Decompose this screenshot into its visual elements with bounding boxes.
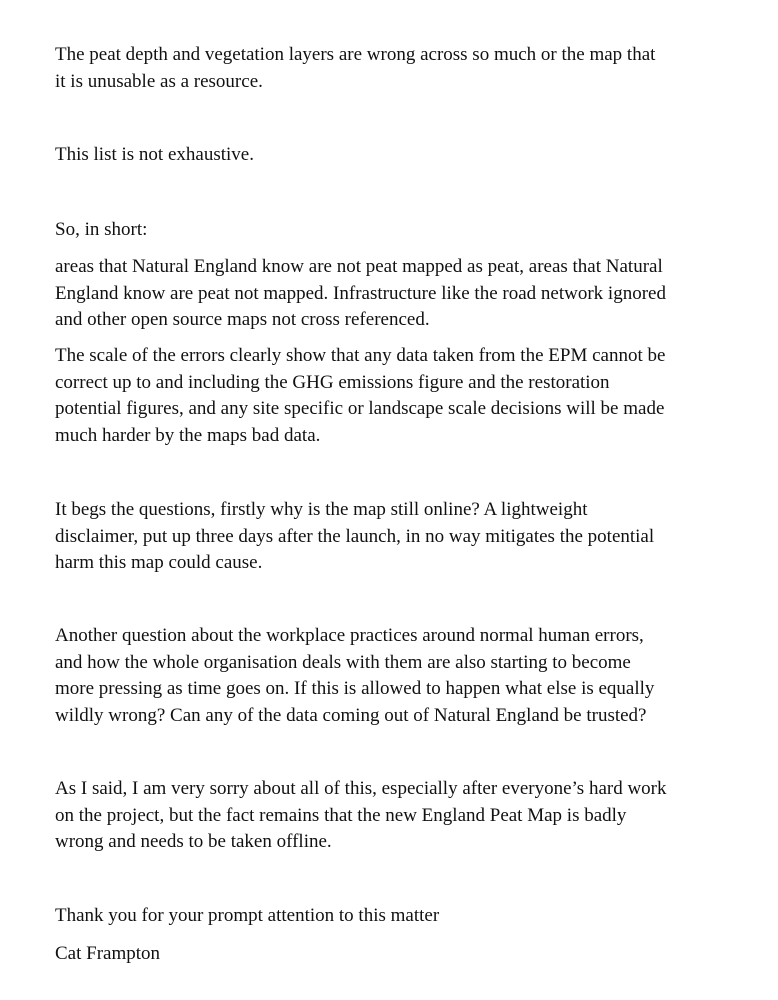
- paragraph-line: much harder by the maps bad data.: [55, 424, 321, 446]
- paragraph-line: on the project, but the fact remains that the new England Peat Map is badly: [55, 804, 627, 826]
- paragraph-line: and how the whole organisation deals with them are also starting to become: [55, 651, 631, 673]
- paragraph-line: wrong and needs to be taken offline.: [55, 831, 332, 852]
- paragraph-line: It begs the questions, firstly why is the map still online? A lightweight: [55, 499, 588, 520]
- paragraph-line: and other open source maps not cross referenced.: [55, 309, 430, 330]
- paragraph-line: The peat depth and vegetation layers are wrong across so much or the map that: [55, 44, 656, 65]
- paragraph-closing-remarks: [55, 776, 723, 856]
- paragraph-line: harm this map could cause.: [55, 552, 263, 573]
- paragraph-thank-you: [55, 903, 723, 930]
- paragraph-line: This list is not exhaustive.: [55, 144, 254, 165]
- paragraph-peat-layers: [55, 42, 723, 95]
- paragraph-in-short: [55, 217, 723, 244]
- paragraph-mapping-errors: [55, 254, 723, 334]
- paragraph-line: disclaimer, put up three days after the launch, in no way mitigates the potential: [55, 525, 655, 547]
- paragraph-line: So, in short:: [55, 219, 148, 240]
- paragraph-line: it is unusable as a resource.: [55, 70, 263, 92]
- paragraph-line: areas that Natural England know are not peat mapped as peat, areas that Natural: [55, 256, 663, 277]
- signature-name: Cat Frampton: [55, 943, 161, 964]
- paragraph-list-not-exhaustive: [55, 142, 723, 169]
- paragraph-line: Thank you for your prompt attention to this matter: [55, 905, 440, 926]
- paragraph-line: potential figures, and any site specific or landscape scale decisions will be made: [55, 398, 665, 419]
- paragraph-line: Another question about the workplace practices around normal human errors,: [55, 625, 644, 646]
- paragraph-line: As I said, I am very sorry about all of this, especially after everyone’s hard work: [55, 778, 667, 799]
- paragraph-workplace-practices: [55, 623, 723, 729]
- paragraph-line: more pressing as time goes on. If this is allowed to happen what else is equally: [55, 678, 655, 699]
- paragraph-line: wildly wrong? Can any of the data coming out of Natural England be trusted?: [55, 704, 647, 726]
- paragraph-line: The scale of the errors clearly show that any data taken from the EPM cannot be: [55, 345, 666, 366]
- paragraph-line: England know are peat not mapped. Infrastructure like the road network ignored: [55, 282, 666, 304]
- paragraph-scale-of-errors: [55, 343, 723, 449]
- paragraph-begs-the-questions: [55, 497, 723, 577]
- paragraph-line: correct up to and including the GHG emissions figure and the restoration: [55, 371, 610, 393]
